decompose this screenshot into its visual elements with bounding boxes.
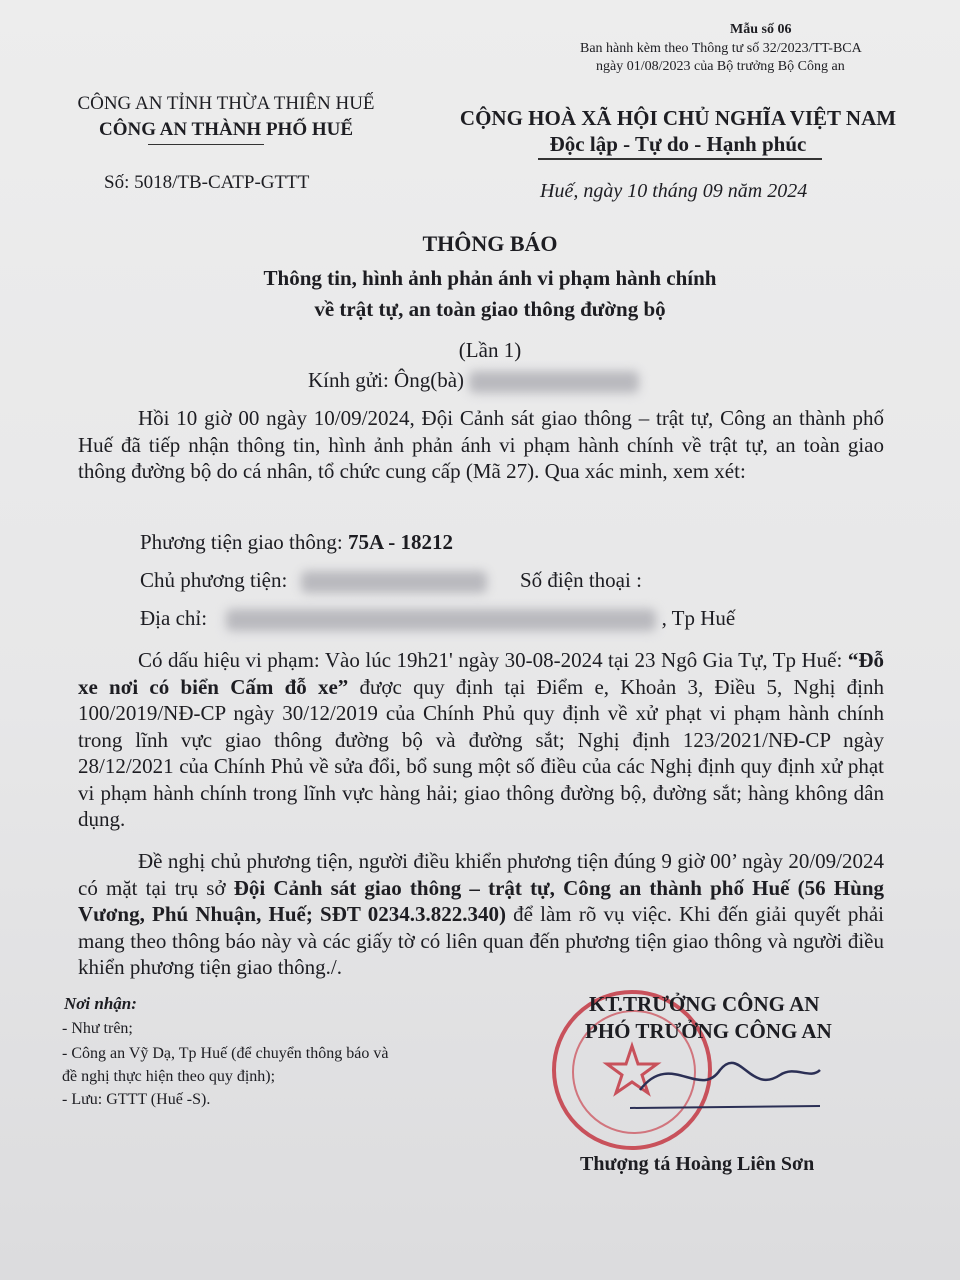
- document-number: Số: 5018/TB-CATP-GTTT: [104, 172, 310, 193]
- violation-paragraph: [78, 647, 884, 833]
- violation-intro: Có dấu hiệu vi phạm: Vào lúc 19h21' ngày 30-08-2024 tại 23 Ngô Gia Tự, Tp Huế:: [138, 648, 848, 672]
- recipients-heading: Nơi nhận:: [64, 994, 137, 1013]
- nation-motto: Độc lập - Tự do - Hạnh phúc: [549, 132, 807, 156]
- request-paragraph: [78, 848, 884, 981]
- form-number: Mẫu số 06: [730, 22, 792, 37]
- notice-count: (Lần 1): [458, 338, 522, 362]
- agency-line1: CÔNG AN TỈNH THỪA THIÊN HUẾ: [77, 93, 375, 114]
- signature-title-1: KT.TRƯỞNG CÔNG AN: [589, 992, 820, 1016]
- document-subtitle-2: về trật tự, an toàn giao thông đường bộ: [314, 297, 666, 321]
- violation-legal-basis: được quy định tại Điểm e, Khoản 3, Điều 5, Nghị định 100/2019/NĐ-CP ngày 30/12/2019 của Chính Phủ quy định về xử phạt vi phạm hành chính trong lĩnh vực giao thông đường bộ và đường sắt; Nghị định 123/2021/NĐ-CP ngày 28/12/2021 của Chính Phủ về sửa đổi, bổ sung một số điều của các Nghị định quy định xử phạt vi phạm hành chính trong lĩnh vực hàng hải; giao thông đường bộ, đường sắt; hàng không dân dụng.: [78, 674, 884, 831]
- agency-underline: [148, 144, 264, 145]
- form-issued-line2: ngày 01/08/2023 của Bộ trưởng Bộ Công an: [596, 59, 845, 74]
- intro-paragraph: Hồi 10 giờ 00 ngày 10/09/2024, Đội Cảnh sát giao thông – trật tự, Công an thành phố Huế đã tiếp nhận thông tin, hình ảnh phản ánh vi phạm hành chính về trật tự, an toàn giao thông đường bộ do cá nhân, tổ chức cung cấp (Mã 27). Qua xác minh, xem xét:: [78, 406, 884, 483]
- request-instructions: để làm rõ vụ việc. Khi đến giải quyết phải mang theo thông báo này và các giấy tờ có liên quan đến phương tiện giao thông và người điều khiển phương tiện giao thông./.: [78, 902, 884, 979]
- recipient-item-3: đề nghị thực hiện theo quy định);: [62, 1068, 276, 1085]
- signer-name: Thượng tá Hoàng Liên Sơn: [580, 1153, 815, 1175]
- address-label: Địa chỉ:: [140, 606, 208, 630]
- request-location: Đội Cảnh sát giao thông – trật tự, Công an thành phố Huế (56 Hùng Vương, Phú Nhuận, Huế; SĐT 0234.3.822.340): [78, 875, 884, 926]
- handwritten-signature: [630, 1040, 830, 1120]
- redacted-owner-name: [301, 571, 487, 593]
- form-issued-line1: Ban hành kèm theo Thông tư số 32/2023/TT-BCA: [580, 41, 862, 56]
- signature-title-2: PHÓ TRƯỞNG CÔNG AN: [585, 1019, 832, 1043]
- violation-type: “Đỗ xe nơi có biển Cấm đỗ xe”: [78, 648, 884, 699]
- request-intro: Đề nghị chủ phương tiện, người điều khiển phương tiện đúng 9 giờ 00’ ngày 20/09/2024 có mặt tại trụ sở: [78, 849, 884, 900]
- document-subtitle-1: Thông tin, hình ảnh phản ánh vi phạm hành chính: [263, 266, 717, 290]
- owner-label: Chủ phương tiện:: [140, 568, 288, 592]
- agency-line2: CÔNG AN THÀNH PHỐ HUẾ: [98, 119, 354, 140]
- vehicle-line: [140, 530, 453, 555]
- owner-line: [140, 568, 487, 593]
- greeting-label: Kính gửi: Ông(bà): [308, 368, 465, 392]
- nation-line1: CỘNG HOÀ XÃ HỘI CHỦ NGHĨA VIỆT NAM: [459, 106, 897, 130]
- address-city: , Tp Huế: [661, 606, 736, 630]
- vehicle-label: Phương tiện giao thông:: [140, 530, 343, 554]
- recipient-item-4: - Lưu: GTTT (Huế -S).: [62, 1091, 211, 1108]
- phone-label: Số điện thoại :: [520, 568, 642, 592]
- recipient-item-2: - Công an Vỹ Dạ, Tp Huế (để chuyển thông báo và: [62, 1045, 389, 1062]
- document-date: Huế, ngày 10 tháng 09 năm 2024: [540, 180, 808, 202]
- redacted-address: [226, 609, 656, 631]
- vehicle-plate: 75A - 18212: [347, 530, 453, 554]
- redacted-recipient-name: [469, 371, 639, 393]
- document-title: THÔNG BÁO: [422, 231, 558, 256]
- nation-underline: [538, 158, 822, 160]
- address-line: [140, 606, 735, 631]
- greeting: [308, 368, 639, 393]
- recipient-item-1: - Như trên;: [62, 1020, 133, 1037]
